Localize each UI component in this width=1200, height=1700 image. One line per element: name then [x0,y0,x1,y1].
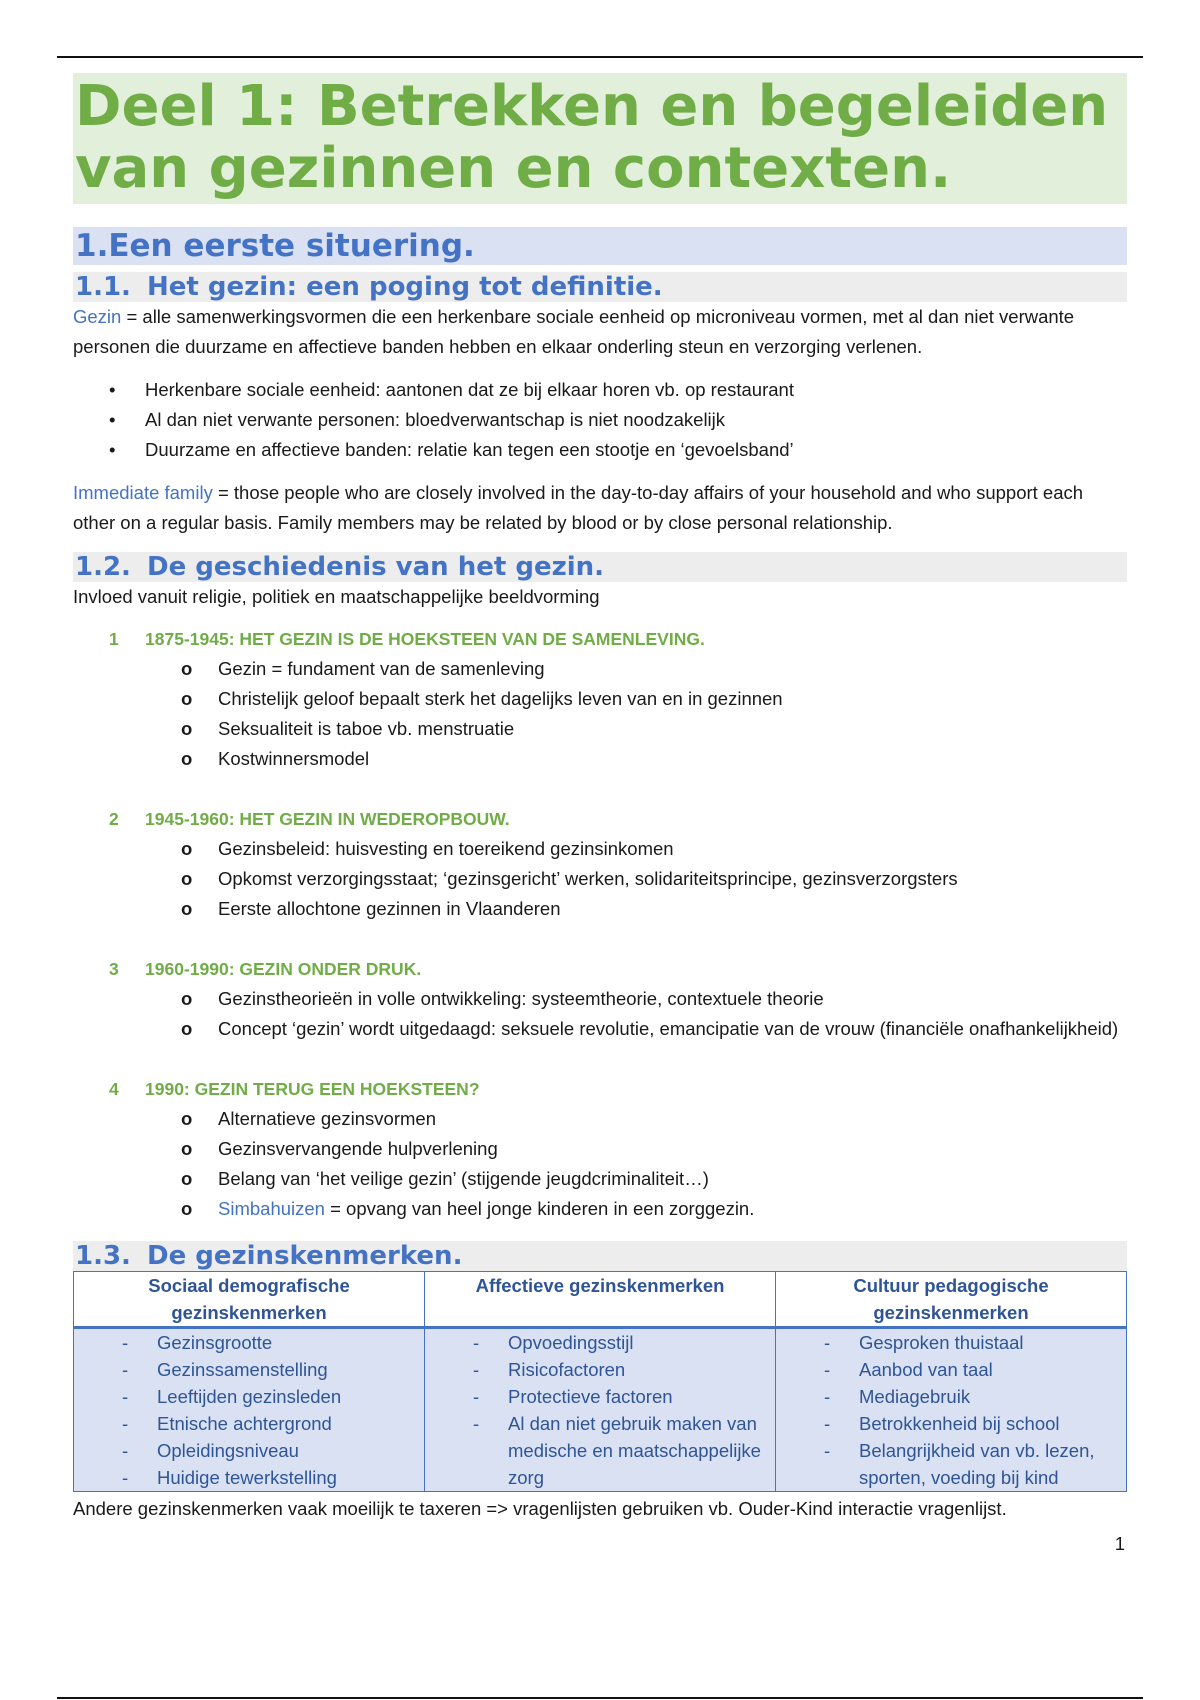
circle-bullet-icon: o [181,898,193,919]
period-list [73,834,1127,924]
period-2 [73,804,1127,924]
bullet-icon: • [109,409,116,430]
list-item: - Gezinssamenstelling [122,1359,328,1380]
table-header-row [74,1272,1127,1328]
list-item: - Leeftijden gezinsleden [122,1386,342,1407]
list-item: o Gezinstheorieën in volle ontwikkeling: systeemtheorie, contextuele theorie [73,984,1127,1014]
section-1-number: 1. [75,228,109,264]
list-item: • Duurzame en affectieve banden: relatie kan tegen een stootje en ‘gevoelsband’ [73,435,1127,465]
table-row [74,1328,1127,1492]
top-rule [57,56,1143,58]
table-header: Affectieve gezinskenmerken [425,1272,776,1328]
list-item: o Gezin = fundament van de samenleving [73,654,1127,684]
list-item: o Gezinsbeleid: huisvesting en toereikend gezinsinkomen [73,834,1127,864]
period-4 [73,1074,1127,1224]
table-header: Sociaal demografische gezinskenmerken [74,1272,425,1328]
gezin-definition [73,302,1127,362]
list-item: o Simbahuizen = opvang van heel jonge kinderen in een zorggezin. [73,1194,1127,1224]
list-item: o Alternatieve gezinsvormen [73,1104,1127,1134]
section-1-2-title: De geschiedenis van het gezin. [147,552,605,582]
list-item: - Risicofactoren [473,1359,626,1380]
list-item: - Huidige tewerkstelling [122,1467,337,1488]
simbahuizen-term: Simbahuizen [218,1198,325,1219]
table-cell-cultural [776,1328,1127,1492]
table-note: Andere gezinskenmerken vaak moeilijk te taxeren => vragenlijsten gebruiken vb. Ouder-Kind interactie vragenlijst. [73,1498,1007,1519]
table-cell-social [74,1328,425,1492]
section-1-3-title: De gezinskenmerken. [147,1241,463,1271]
list-item: • Al dan niet verwante personen: bloedverwantschap is niet noodzakelijk [73,405,1127,435]
circle-bullet-icon: o [181,1198,193,1219]
circle-bullet-icon: o [181,838,193,859]
list-item: - Opvoedingsstijl [473,1332,634,1353]
history-intro: Invloed vanuit religie, politiek en maatschappelijke beeldvorming [73,586,600,607]
section-1-title: Een eerste situering. [108,228,475,264]
list-item: o Christelijk geloof bepaalt sterk het dagelijks leven van en in gezinnen [73,684,1127,714]
list-item: o Opkomst verzorgingsstaat; ‘gezinsgericht’ werken, solidariteitsprincipe, gezinsverzorgsters [73,864,1127,894]
circle-bullet-icon: o [181,1018,193,1039]
list-item: - Aanbod van taal [824,1359,993,1380]
bottom-rule [57,1697,1143,1699]
list-item: - Belangrijkheid van vb. lezen, sporten, voeding bij kind [824,1440,1095,1488]
immediate-family-definition [73,478,1127,538]
list-item: - Betrokkenheid bij school [824,1413,1060,1434]
list-item: - Mediagebruik [824,1386,971,1407]
list-item: - Protectieve factoren [473,1386,673,1407]
section-1-1-title: Het gezin: een poging tot definitie. [147,272,663,302]
gezinskenmerken-table [73,1271,1127,1492]
list-item: - Al dan niet gebruik maken van medische en maatschappelijke zorg [473,1413,761,1488]
table-cell-affective [425,1328,776,1492]
circle-bullet-icon: o [181,1168,193,1189]
section-1-2-heading [73,552,1127,582]
section-1-3-number: 1.3. [75,1241,131,1271]
page-number: 1 [1114,1533,1125,1554]
circle-bullet-icon: o [181,748,193,769]
period-heading: 4 1990: GEZIN TERUG EEN HOEKSTEEN? [109,1079,480,1099]
list-item: o Seksualiteit is taboe vb. menstruatie [73,714,1127,744]
section-1-2-number: 1.2. [75,552,131,582]
list-item: o Gezinsvervangende hulpverlening [73,1134,1127,1164]
list-item: • Herkenbare sociale eenheid: aantonen dat ze bij elkaar horen vb. op restaurant [73,375,1127,405]
gezin-bullet-list [73,375,1127,465]
circle-bullet-icon: o [181,1108,193,1129]
table-header: Cultuur pedagogische gezinskenmerken [776,1272,1127,1328]
section-1-1-number: 1.1. [75,272,131,302]
list-item: - Etnische achtergrond [122,1413,332,1434]
circle-bullet-icon: o [181,988,193,1009]
circle-bullet-icon: o [181,718,193,739]
list-item: - Gezinsgrootte [122,1332,273,1353]
gezin-term: Gezin [73,306,122,327]
section-1-heading [73,227,1127,265]
bullet-icon: • [109,379,116,400]
circle-bullet-icon: o [181,1138,193,1159]
period-list [73,984,1127,1044]
period-heading: 2 1945-1960: HET GEZIN IN WEDEROPBOUW. [109,809,510,829]
period-3 [73,954,1127,1044]
period-heading: 1 1875-1945: HET GEZIN IS DE HOEKSTEEN VAN DE SAMENLEVING. [109,629,705,649]
document-title: Deel 1: Betrekken en begeleiden van gezinnen en contexten. [73,73,1127,204]
list-item: o Belang van ‘het veilige gezin’ (stijgende jeugdcriminaliteit…) [73,1164,1127,1194]
gezin-definition-text: = alle samenwerkingsvormen die een herkenbare sociale eenheid op microniveau vormen, met al dan niet verwante personen die duurzame en affectieve banden hebben en elkaar onderling steun en verzorging verlenen. [73,306,1075,357]
section-1-1-heading [73,272,1127,302]
period-list [73,1104,1127,1224]
period-list [73,654,1127,774]
list-item: - Opleidingsniveau [122,1440,299,1461]
list-item: - Gesproken thuistaal [824,1332,1024,1353]
immediate-family-term: Immediate family [73,482,213,503]
circle-bullet-icon: o [181,868,193,889]
section-1-3-heading [73,1241,1127,1271]
list-item: o Concept ‘gezin’ wordt uitgedaagd: seksuele revolutie, emancipatie van de vrouw (financiële onafhankelijkheid) [73,1014,1127,1044]
circle-bullet-icon: o [181,658,193,679]
document-page [73,73,1127,1559]
period-1 [73,624,1127,774]
bullet-icon: • [109,439,116,460]
period-heading: 3 1960-1990: GEZIN ONDER DRUK. [109,959,422,979]
circle-bullet-icon: o [181,688,193,709]
immediate-family-text: = those people who are closely involved in the day-to-day affairs of your household and who support each other on a regular basis. Family members may be related by blood or by close personal relationship. [73,482,1084,533]
list-item: o Eerste allochtone gezinnen in Vlaanderen [73,894,1127,924]
list-item: o Kostwinnersmodel [73,744,1127,774]
